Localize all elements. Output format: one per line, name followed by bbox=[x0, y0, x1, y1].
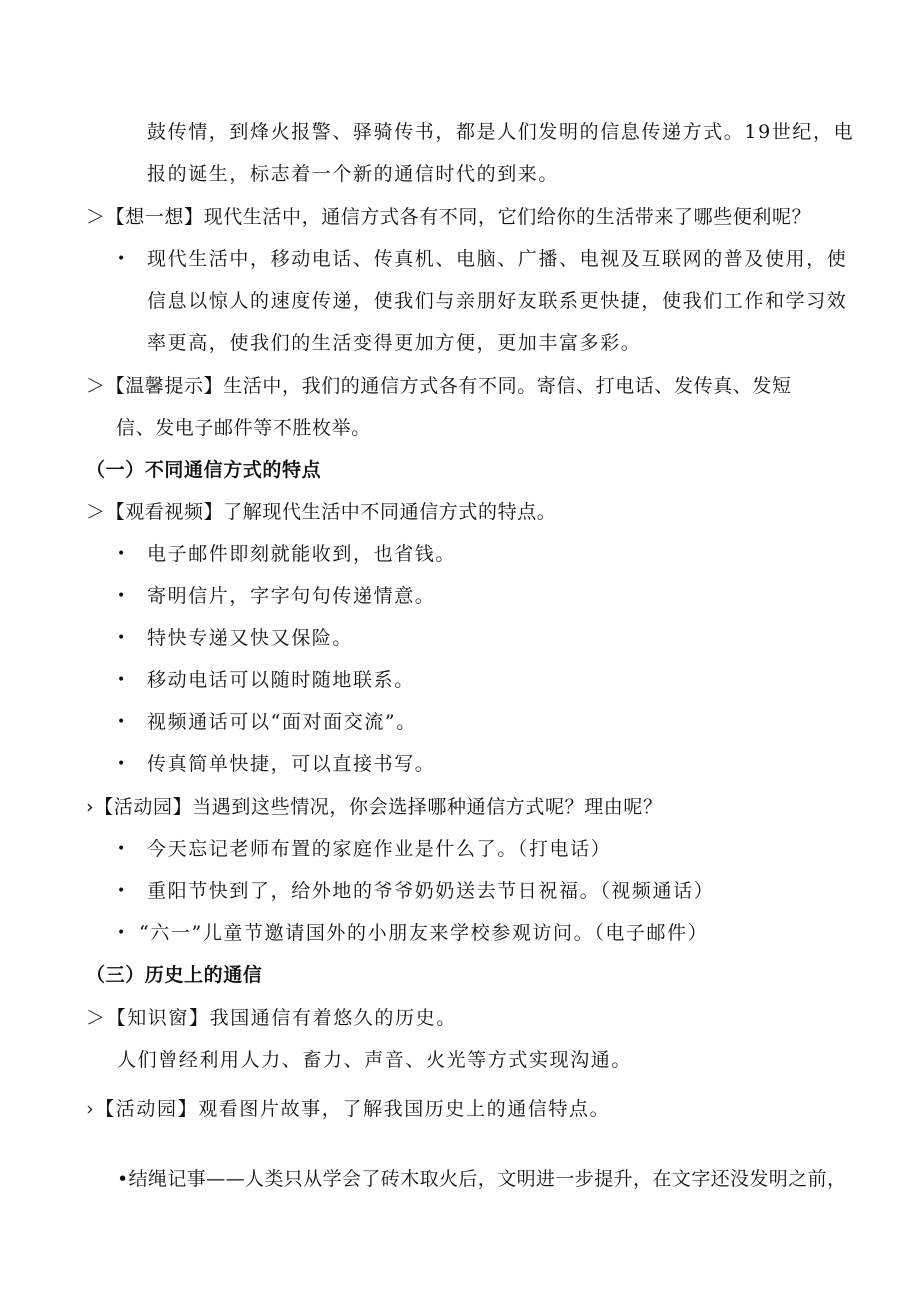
list-item: 寄明信片，字字句句传递情意。 bbox=[147, 585, 436, 607]
intro-line-1: 鼓传情，到烽火报警、驿骑传书，都是人们发明的信息传递方式。19世纪，电 bbox=[147, 121, 855, 143]
knowledge-prompt-text: 【知识窗】我国通信有着悠久的历史。 bbox=[106, 1007, 457, 1029]
activity-prompt bbox=[86, 1097, 610, 1121]
list-item: 视频通话可以“面对面交流”。 bbox=[147, 711, 417, 733]
tip-line-1-text: 【温馨提示】生活中，我们的通信方式各有不同。寄信、打电话、发传真、发短 bbox=[105, 375, 792, 397]
chevron-right-icon: › bbox=[86, 1098, 96, 1120]
bullet-icon: • bbox=[117, 546, 126, 562]
list-item: 特快专递又快又保险。 bbox=[147, 627, 354, 649]
think-question-text: 【想一想】现代生活中，通信方式各有不同，它们给你的生活带来了哪些便利呢？ bbox=[105, 206, 812, 228]
think-answer-line-3: 率更高，使我们的生活变得更加方便，更加丰富多彩。 bbox=[147, 332, 642, 354]
list-item: 重阳节快到了，给外地的爷爷奶奶送去节日祝福。（视频通话） bbox=[147, 880, 715, 902]
activity-prompt-text: 【活动园】观看图片故事，了解我国历史上的通信特点。 bbox=[95, 1098, 611, 1120]
bullet-icon: • bbox=[117, 925, 126, 941]
think-answer-line-1: 现代生活中，移动电话、传真机、电脑、广播、电视及互联网的普及使用，使 bbox=[147, 248, 848, 270]
bullet-icon: • bbox=[117, 672, 126, 688]
bullet-icon: • bbox=[117, 714, 126, 730]
tip-line-1 bbox=[86, 374, 792, 398]
bullet-icon: • bbox=[117, 841, 126, 857]
tip-line-2: 信、发电子邮件等不胜枚举。 bbox=[116, 417, 371, 439]
list-item: 电子邮件即刻就能收到，也省钱。 bbox=[147, 543, 457, 565]
knowledge-line: 人们曾经利用人力、畜力、声音、火光等方式实现沟通。 bbox=[117, 1049, 633, 1071]
activity-prompt-text: 【活动园】当遇到这些情况，你会选择哪种通信方式呢？理由呢？ bbox=[94, 796, 663, 818]
list-item: “六一”儿童节邀请国外的小朋友来学校参观访问。（电子邮件） bbox=[139, 922, 709, 944]
list-item: 今天忘记老师布置的家庭作业是什么了。（打电话） bbox=[147, 838, 612, 860]
bullet-icon: • bbox=[117, 251, 126, 267]
bullet-icon: • bbox=[117, 883, 126, 899]
story-line: •结绳记事——人类只从学会了砖木取火后，文明进一步提升，在文字还没发明之前， bbox=[117, 1168, 847, 1190]
activity-prompt bbox=[86, 795, 663, 819]
section-heading: （一）不同通信方式的特点 bbox=[86, 459, 322, 481]
chevron-right-icon: › bbox=[86, 796, 95, 818]
section-heading: （三）历史上的通信 bbox=[86, 964, 263, 986]
bullet-icon: • bbox=[117, 756, 126, 772]
video-prompt bbox=[86, 500, 556, 524]
intro-line-2: 报的诞生，标志着一个新的通信时代的到来。 bbox=[147, 163, 560, 185]
think-question bbox=[86, 205, 811, 229]
think-answer-line-2: 信息以惊人的速度传递，使我们与亲朋好友联系更快捷，使我们工作和学习效 bbox=[147, 290, 848, 312]
list-item: 移动电话可以随时随地联系。 bbox=[147, 669, 415, 691]
arrow-marker-icon: ＞ bbox=[86, 206, 106, 228]
bullet-icon: • bbox=[117, 630, 126, 646]
knowledge-prompt bbox=[86, 1006, 457, 1030]
list-item: 传真简单快捷，可以直接书写。 bbox=[147, 753, 436, 775]
arrow-marker-icon: ＞ bbox=[86, 501, 106, 523]
bullet-icon: • bbox=[117, 588, 126, 604]
arrow-marker-icon: ＞ bbox=[86, 1007, 107, 1029]
video-prompt-text: 【观看视频】了解现代生活中不同通信方式的特点。 bbox=[105, 501, 557, 523]
arrow-marker-icon: ＞ bbox=[86, 375, 106, 397]
